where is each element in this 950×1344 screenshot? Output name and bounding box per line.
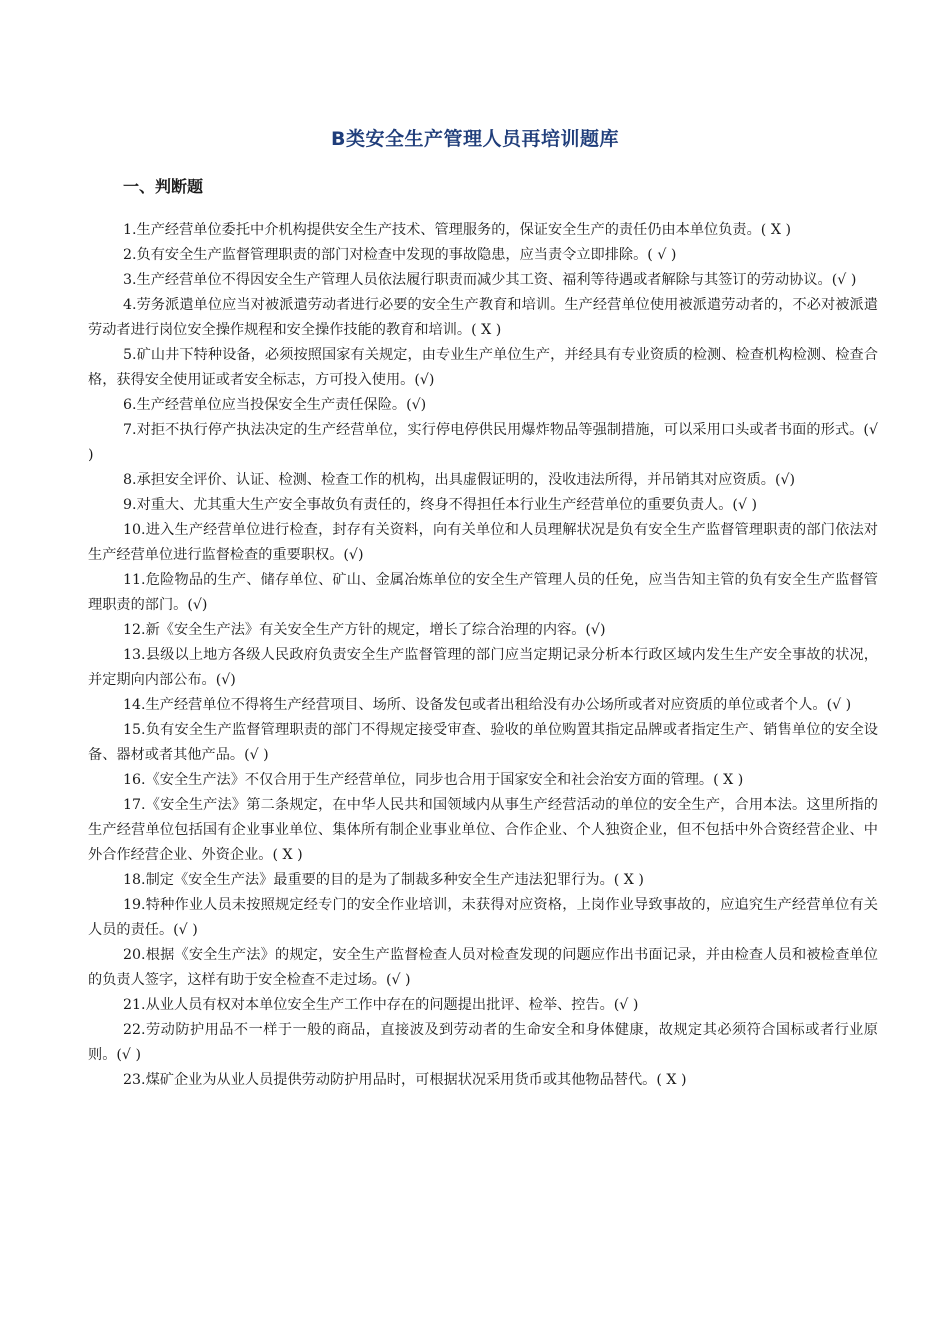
question-item: 11.危险物品的生产、储存单位、矿山、金属冶炼单位的安全生产管理人员的任免，应当告知主管的负有安全生产监督管理职责的部门。(√)	[88, 572, 878, 613]
question-item: 5.矿山井下特种设备，必须按照国家有关规定，由专业生产单位生产，并经具有专业资质的检测、检查机构检测、检查合格，获得安全使用证或者安全标志，方可投入使用。(√)	[88, 347, 878, 388]
question-item: 6.生产经营单位应当投保安全生产责任保险。(√)	[123, 397, 427, 413]
question-item: 20.根据《安全生产法》的规定，安全生产监督检查人员对检查发现的问题应作出书面记录，并由检查人员和被检查单位的负责人签字，这样有助于安全检查不走过场。(√ )	[88, 947, 878, 988]
question-item: 22.劳动防护用品不一样于一般的商品，直接波及到劳动者的生命安全和身体健康，故规定其必须符合国标或者行业原则。(√ )	[88, 1022, 878, 1063]
question-item: 15.负有安全生产监督管理职责的部门不得规定接受审查、验收的单位购置其指定品牌或者指定生产、销售单位的安全设备、器材或者其他产品。(√ )	[88, 722, 878, 763]
question-item: 7.对拒不执行停产执法决定的生产经营单位，实行停电停供民用爆炸物品等强制措施，可以采用口头或者书面的形式。(√ )	[88, 422, 878, 463]
question-item: 2.负有安全生产监督管理职责的部门对检查中发现的事故隐患，应当责令立即排除。( √ )	[123, 247, 677, 263]
question-item: 17.《安全生产法》第二条规定，在中华人民共和国领域内从事生产经营活动的单位的安全生产，合用本法。这里所指的生产经营单位包括国有企业事业单位、集体所有制企业事业单位、合作企业、个人独资企业，但不包括中外合资经营企业、中外合作经营企业、外资企业。( X )	[88, 797, 878, 863]
question-item: 13.县级以上地方各级人民政府负责安全生产监督管理的部门应当定期记录分析本行政区域内发生生产安全事故的状况，并定期向内部公布。(√)	[88, 647, 878, 688]
question-item: 10.进入生产经营单位进行检查，封存有关资料，向有关单位和人员理解状况是负有安全生产监督管理职责的部门依法对生产经营单位进行监督检查的重要职权。(√)	[88, 522, 878, 563]
question-item: 3.生产经营单位不得因安全生产管理人员依法履行职责而减少其工资、福利等待遇或者解除与其签订的劳动协议。(√ )	[123, 272, 857, 288]
section-heading: 一、判断题	[123, 177, 204, 196]
question-item: 14.生产经营单位不得将生产经营项目、场所、设备发包或者出租给没有办公场所或者对应资质的单位或者个人。(√ )	[123, 697, 852, 713]
question-item: 19.特种作业人员未按照规定经专门的安全作业培训，未获得对应资格，上岗作业导致事故的，应追究生产经营单位有关人员的责任。(√ )	[88, 897, 878, 938]
question-item: 4.劳务派遣单位应当对被派遣劳动者进行必要的安全生产教育和培训。生产经营单位使用被派遣劳动者的，不必对被派遣劳动者进行岗位安全操作规程和安全操作技能的教育和培训。( X )	[88, 297, 878, 338]
question-item: 18.制定《安全生产法》最重要的目的是为了制裁多种安全生产违法犯罪行为。( X )	[123, 872, 644, 888]
question-item: 23.煤矿企业为从业人员提供劳动防护用品时，可根据状况采用货币或其他物品替代。( X )	[123, 1072, 687, 1088]
document-title: B类安全生产管理人员再培训题库	[331, 128, 619, 150]
question-item: 9.对重大、尤其重大生产安全事故负有责任的，终身不得担任本行业生产经营单位的重要负责人。(√ )	[123, 497, 758, 513]
question-item: 1.生产经营单位委托中介机构提供安全生产技术、管理服务的，保证安全生产的责任仍由本单位负责。( X )	[123, 222, 791, 238]
question-item: 16.《安全生产法》不仅合用于生产经营单位，同步也合用于国家安全和社会治安方面的管理。( X )	[123, 772, 744, 788]
question-list	[88, 218, 878, 1093]
question-item: 8.承担安全评价、认证、检测、检查工作的机构，出具虚假证明的，没收违法所得，并吊销其对应资质。(√)	[123, 472, 796, 488]
question-item: 12.新《安全生产法》有关安全生产方针的规定，增长了综合治理的内容。(√)	[123, 622, 606, 638]
question-item: 21.从业人员有权对本单位安全生产工作中存在的问题提出批评、检举、控告。(√ )	[123, 997, 639, 1013]
